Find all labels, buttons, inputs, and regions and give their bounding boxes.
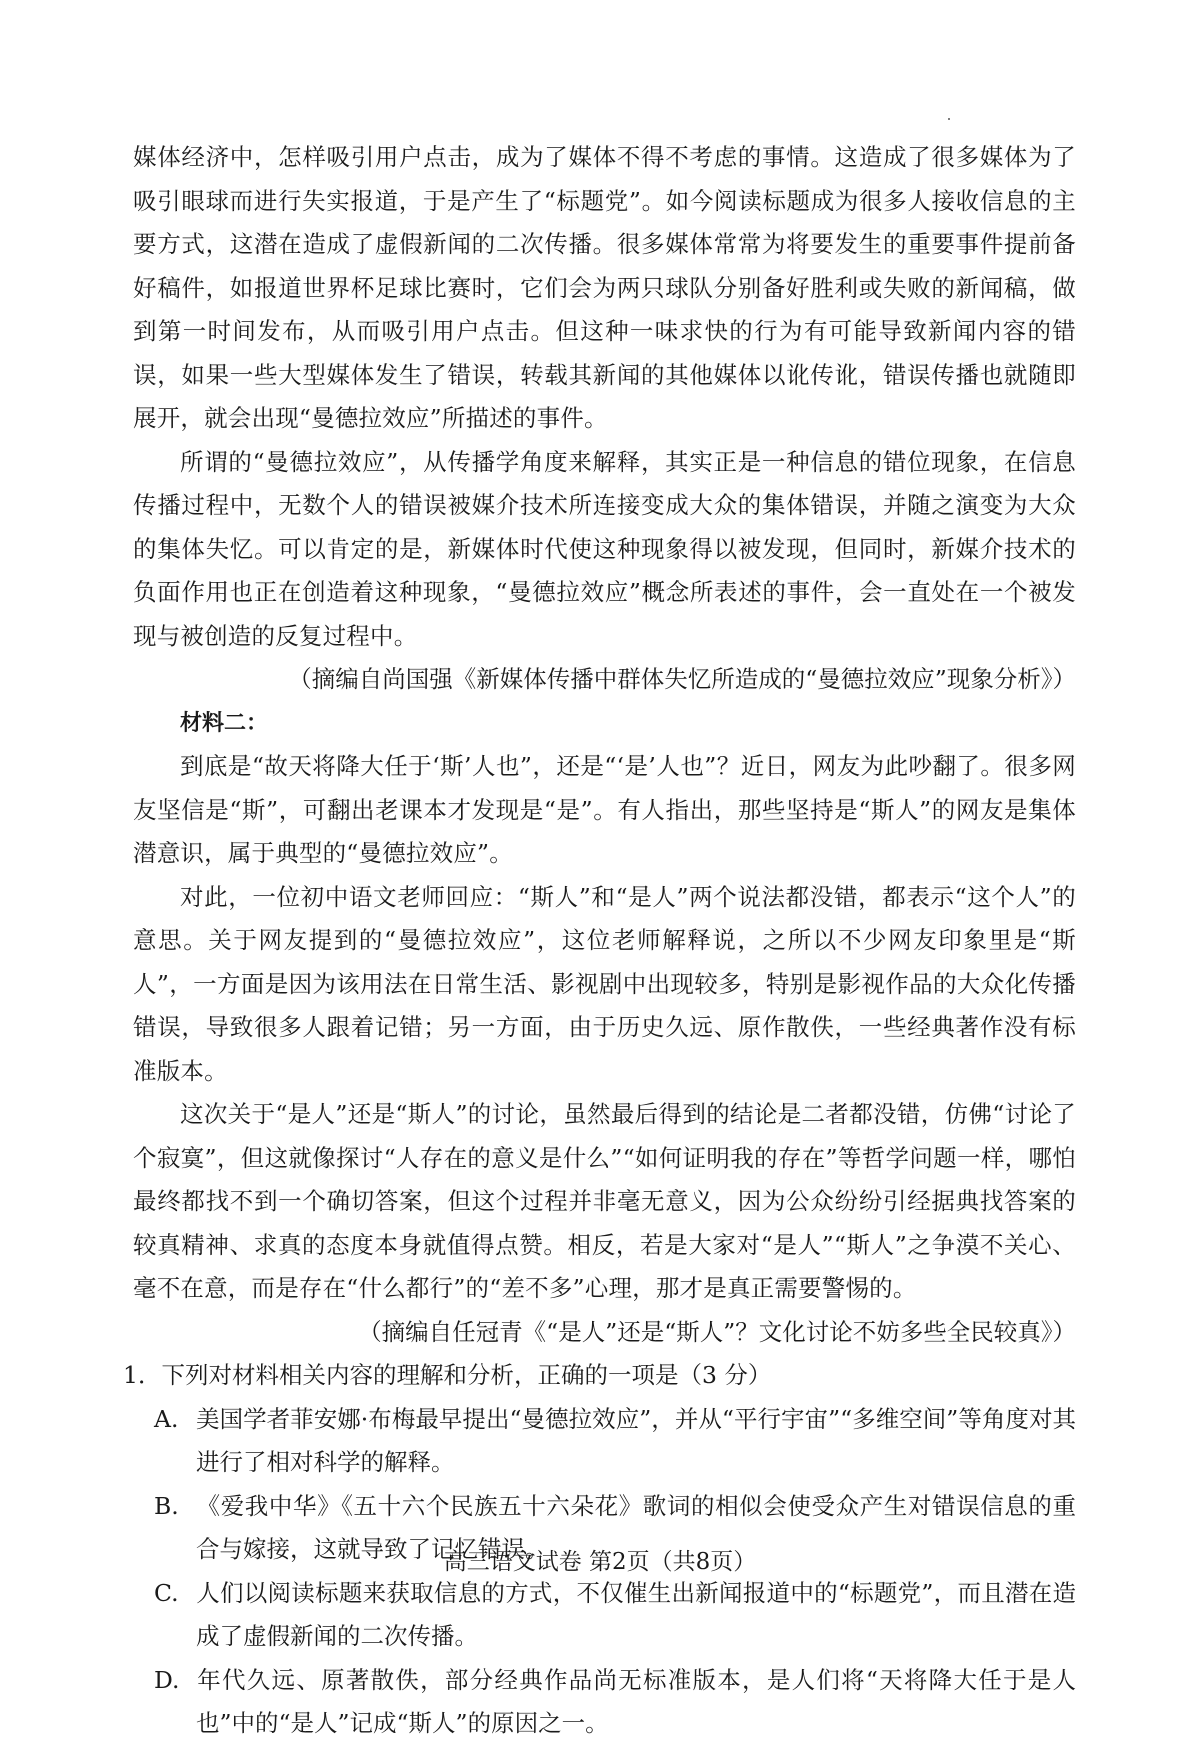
question-1-stem: 1．下列对材料相关内容的理解和分析，正确的一项是（3 分） xyxy=(123,1361,772,1389)
page-footer: 高三语文试卷 第2页（共8页） xyxy=(443,1549,757,1575)
option-letter: C. xyxy=(154,1578,179,1607)
question-1-option-a xyxy=(133,1398,1076,1485)
scan-speck xyxy=(948,118,950,120)
passage-paragraph-2: 所谓的“曼德拉效应”，从传播学角度来解释，其实正是一种信息的错位现象，在信息传播过程中，无数个人的错误被媒介技术所连接变成大众的集体错误，并随之演变为大众的集体失忆。可以肯定的是，新媒体时代使这种现象得以被发现，但同时，新媒介技术的负面作用也正在创造着这种现象，“曼德拉效应”概念所表述的事件，会一直处在一个被发现与被创造的反复过程中。 xyxy=(133,447,1076,650)
option-text: 人们以阅读标题来获取信息的方式，不仅催生出新闻报道中的“标题党”，而且潜在造成了虚假新闻的二次传播。 xyxy=(196,1578,1076,1650)
passage-paragraph-3: 到底是“故天将降大任于‘斯’人也”，还是“‘是’人也”？近日，网友为此吵翻了。很多网友坚信是“斯”，可翻出老课本才发现是“是”。有人指出，那些坚持是“斯人”的网友是集体潜意识，属于典型的“曼德拉效应”。 xyxy=(133,752,1076,867)
option-letter: D. xyxy=(154,1665,180,1694)
passage-paragraph-5: 这次关于“是人”还是“斯人”的讨论，虽然最后得到的结论是二者都没错，仿佛“讨论了个寂寞”，但这就像探讨“人存在的意义是什么”“如何证明我的存在”等哲学问题一样，哪怕最终都找不到一个确切答案，但这个过程并非毫无意义，因为公众纷纷引经据典找答案的较真精神、求真的态度本身就值得点赞。相反，若是大家对“是人”“斯人”之争漠不关心、毫不在意，而是存在“什么都行”的“差不多”心理，那才是真正需要警惕的。 xyxy=(133,1100,1076,1302)
page-content xyxy=(123,136,1076,1746)
passage-paragraph-1: 媒体经济中，怎样吸引用户点击，成为了媒体不得不考虑的事情。这造成了很多媒体为了吸引眼球而进行失实报道，于是产生了“标题党”。如今阅读标题成为很多人接收信息的主要方式，这潜在造成了虚假新闻的二次传播。很多媒体常常为将要发生的重要事件提前备好稿件，如报道世界杯足球比赛时，它们会为两只球队分别备好胜利或失败的新闻稿，做到第一时间发布，从而吸引用户点击。但这种一味求快的行为有可能导致新闻内容的错误，如果一些大型媒体发生了错误，转载其新闻的其他媒体以讹传讹，错误传播也就随即展开，就会出现“曼德拉效应”所描述的事件。 xyxy=(133,143,1076,432)
question-1-option-c xyxy=(133,1572,1076,1659)
option-letter: A. xyxy=(154,1404,179,1433)
option-text: 年代久远、原著散佚，部分经典作品尚无标准版本，是人们将“天将降大任于是人也”中的“是人”记成“斯人”的原因之一。 xyxy=(196,1665,1076,1737)
option-letter: B. xyxy=(154,1491,179,1520)
source-citation-1: （摘编自尚国强《新媒体传播中群体失忆所造成的“曼德拉效应”现象分析》） xyxy=(288,665,1076,693)
option-text: 《爱我中华》《五十六个民族五十六朵花》歌词的相似会使受众产生对错误信息的重合与嫁接，这就导致了记忆错误。 xyxy=(196,1491,1076,1563)
source-citation-2: （摘编自任冠青《“是人”还是“斯人”？文化讨论不妨多些全民较真》） xyxy=(358,1317,1076,1346)
question-1-option-d xyxy=(133,1659,1076,1746)
option-text: 美国学者菲安娜·布梅最早提出“曼德拉效应”，并从“平行宇宙”“多维空间”等角度对其进行了相对科学的解释。 xyxy=(196,1404,1076,1476)
material-two-heading: 材料二： xyxy=(180,710,269,736)
passage-paragraph-4: 对此，一位初中语文老师回应：“斯人”和“是人”两个说法都没错，都表示“这个人”的意思。关于网友提到的“曼德拉效应”，这位老师解释说，之所以不少网友印象里是“斯人”，一方面是因为该用法在日常生活、影视剧中出现较多，特别是影视作品的大众化传播错误，导致很多人跟着记错；另一方面，由于历史久远、原作散佚，一些经典著作没有标准版本。 xyxy=(133,882,1076,1085)
